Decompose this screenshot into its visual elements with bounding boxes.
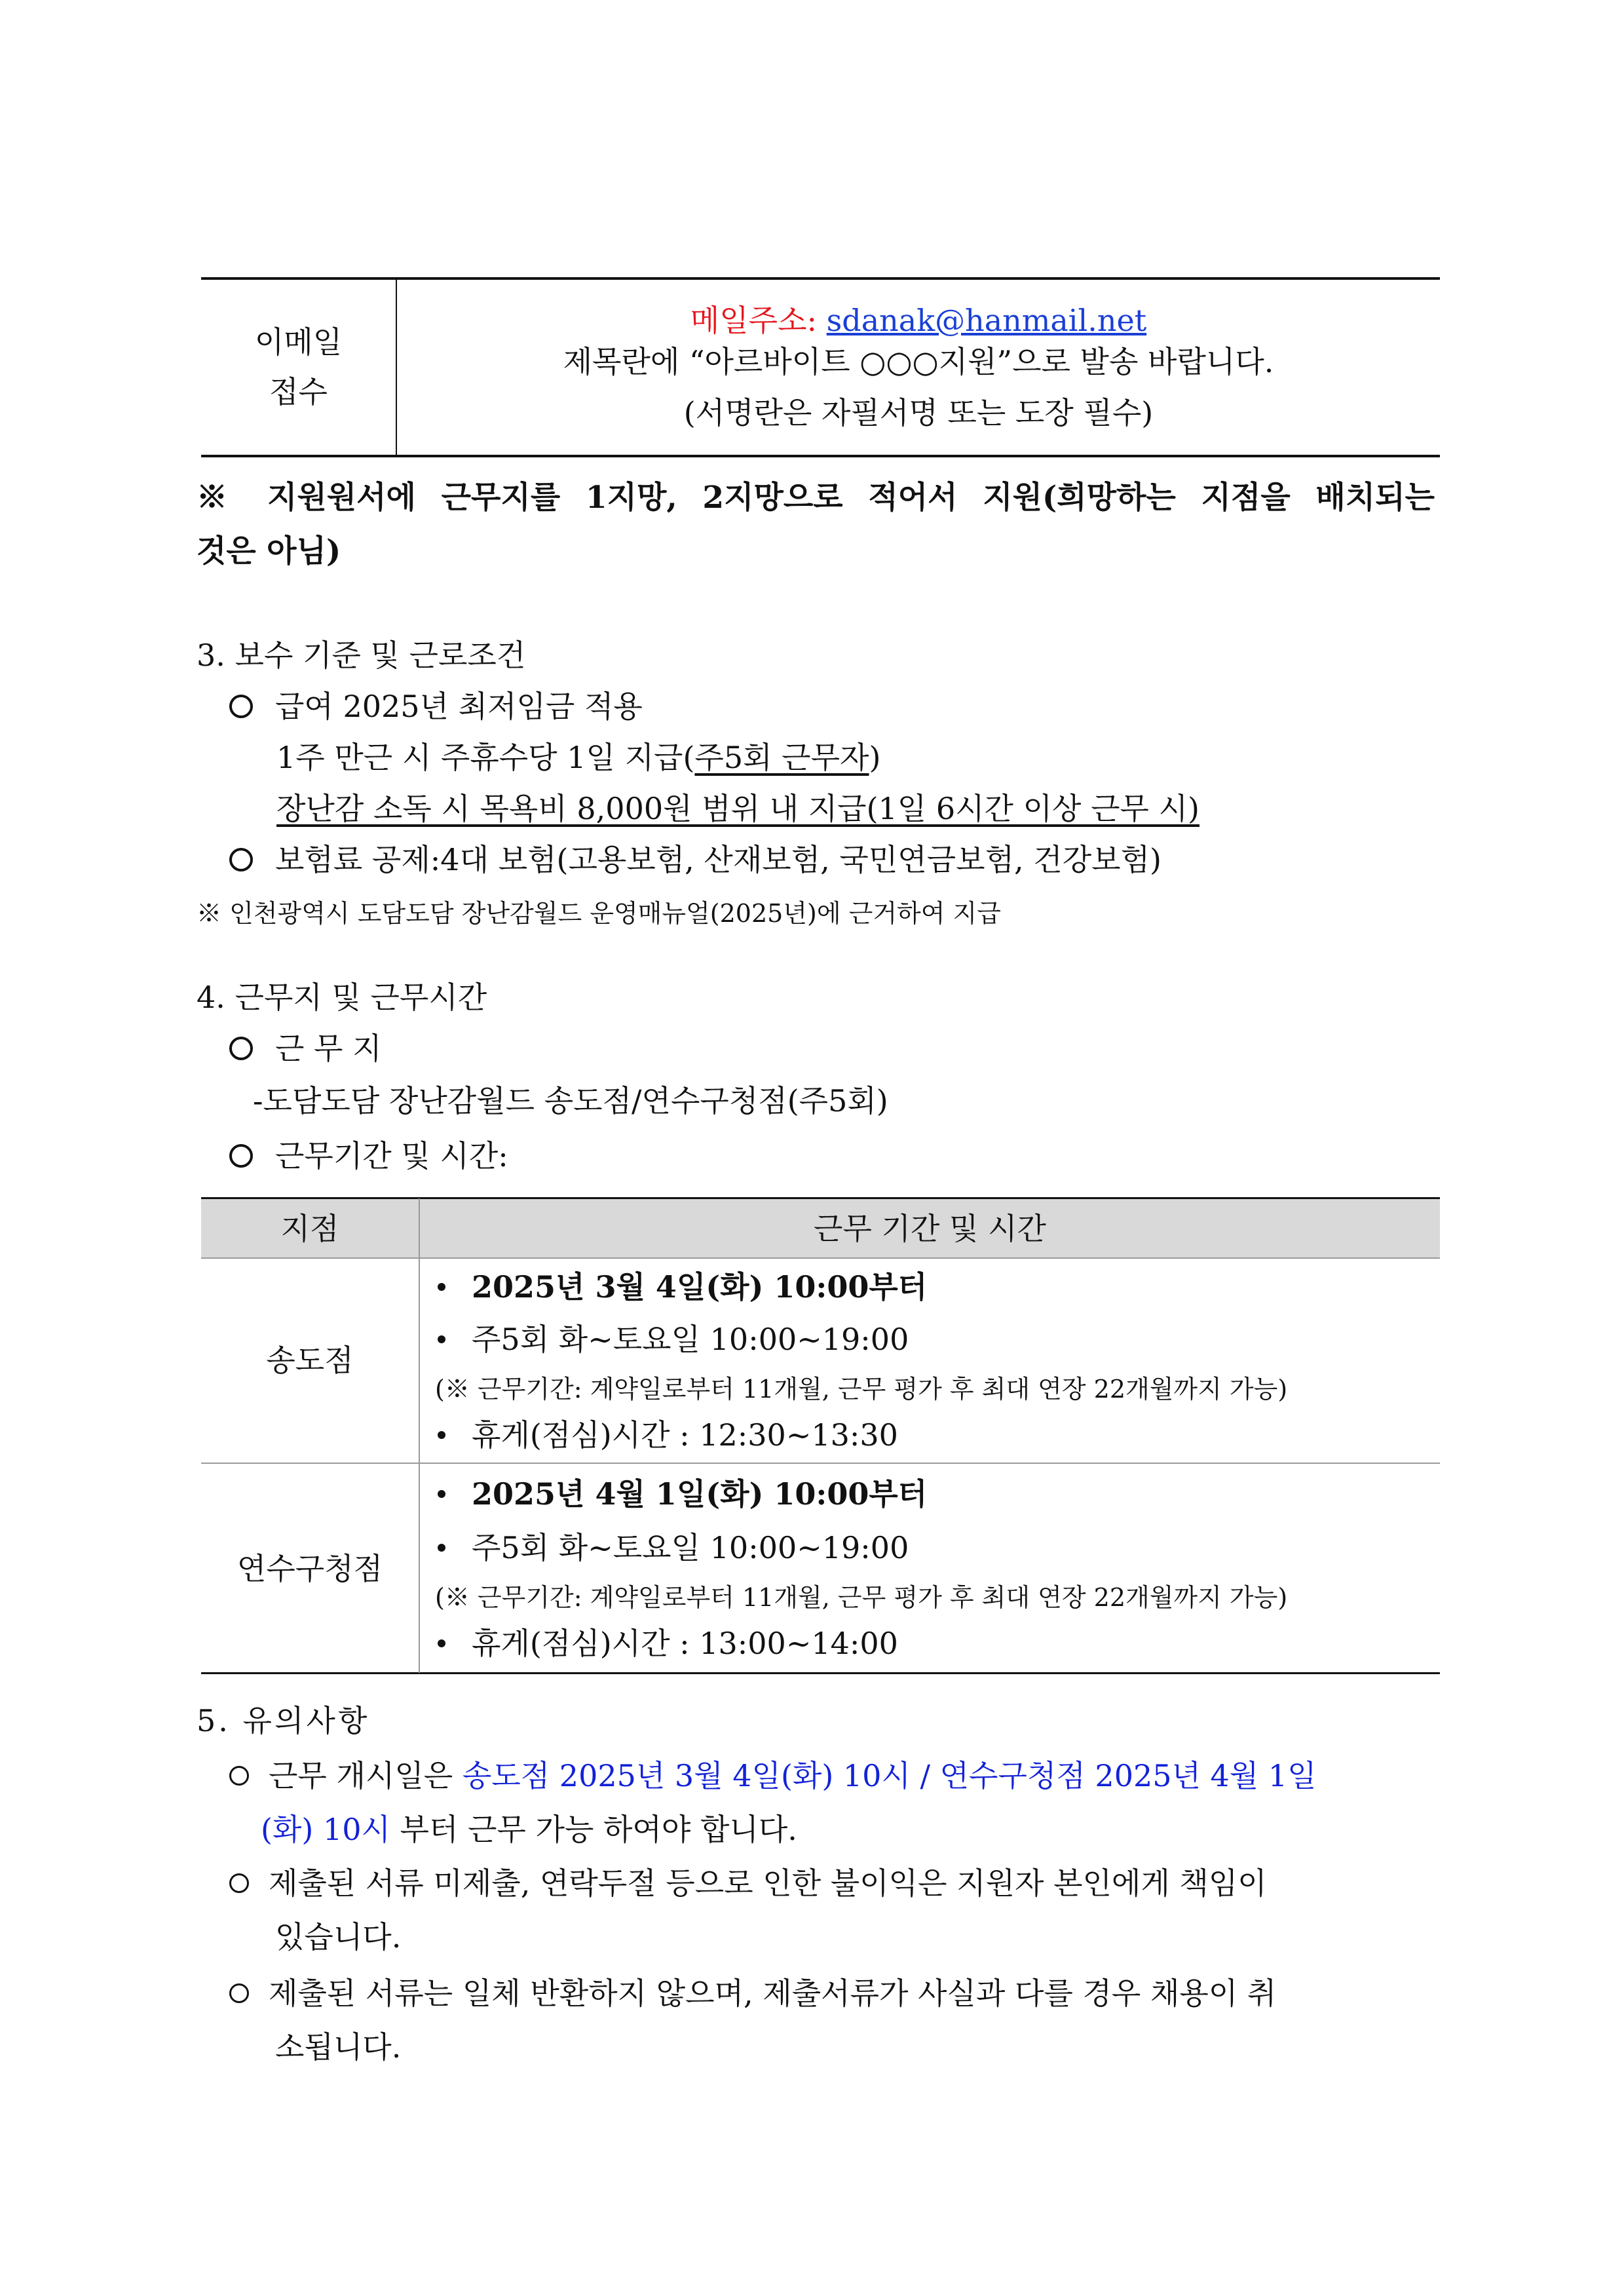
start-text: 2025년 4월 1일(화) 10:00부터 xyxy=(472,1476,928,1512)
bullet-icon xyxy=(438,1639,445,1647)
section4-title: 4. 근무지 및 근무시간 xyxy=(197,980,487,1015)
email-box-top-rule xyxy=(201,277,1440,280)
start-date-text: 근무 개시일은 xyxy=(269,1758,463,1793)
mail-address-label: 메일주소: xyxy=(690,303,827,338)
section3-item-wage xyxy=(229,687,643,726)
bullet-icon xyxy=(438,1335,445,1343)
schedule-text: 주5회 화~토요일 10:00~19:00 xyxy=(472,1530,909,1565)
email-box-label-line2: 접수 xyxy=(269,374,328,410)
table-row-schedule xyxy=(438,1528,909,1567)
weekly-allowance-close: ) xyxy=(869,740,881,775)
break-text: 휴게(점심)시간 : 13:00~14:00 xyxy=(472,1626,898,1661)
section5-item-responsibility-cont: 있습니다. xyxy=(275,1919,402,1955)
circle-bullet-icon xyxy=(229,1766,249,1786)
bullet-icon xyxy=(438,1283,445,1291)
section5-item-documents-cont: 소됩니다. xyxy=(275,2029,402,2065)
start-date-highlight-cont: (화) 10시 xyxy=(261,1812,390,1847)
table-row-rule xyxy=(201,1463,1440,1464)
section5-item-start-date-cont xyxy=(261,1810,797,1849)
circle-bullet-icon xyxy=(229,1873,249,1893)
table-row-schedule xyxy=(438,1320,909,1359)
table-header-schedule: 근무 기간 및 시간 xyxy=(814,1211,1046,1246)
table-row-branch: 연수구청점 xyxy=(236,1551,383,1586)
period-text: 근무기간 및 시간: xyxy=(275,1138,508,1174)
start-date-text-cont: 부터 근무 가능 하여야 합니다. xyxy=(390,1812,797,1847)
table-row-break xyxy=(438,1624,898,1663)
mail-address-line xyxy=(397,301,1440,340)
start-date-highlight: 송도점 2025년 3월 4일(화) 10시 / 연수구청점 2025년 4월 1일 xyxy=(462,1758,1317,1793)
section5-item-responsibility xyxy=(229,1864,1267,1903)
section3-footnote: ※ 인천광역시 도담도담 장난감월드 운영매뉴얼(2025년)에 근거하여 지급 xyxy=(197,899,1001,928)
weekly-allowance-text: 1주 만근 시 주휴수당 1일 지급( xyxy=(276,740,695,775)
section3-title: 3. 보수 기준 및 근로조건 xyxy=(197,638,526,673)
table-row-start xyxy=(438,1474,927,1514)
mail-address-link[interactable]: sdanak@hanmail.net xyxy=(826,303,1147,338)
section4-item-period xyxy=(229,1136,508,1176)
circle-bullet-icon xyxy=(229,1037,253,1060)
table-row-branch: 송도점 xyxy=(266,1343,354,1378)
circle-bullet-icon xyxy=(229,1983,249,2003)
location-text: 근 무 지 xyxy=(275,1031,382,1066)
circle-bullet-icon xyxy=(229,848,253,871)
section4-item-location xyxy=(229,1029,382,1068)
bullet-icon xyxy=(438,1431,445,1439)
table-header-rule xyxy=(201,1257,1440,1259)
table-row-start xyxy=(438,1267,927,1307)
table-row-note: (※ 근무기간: 계약일로부터 11개월, 근무 평가 후 최대 연장 22개월까지 가능) xyxy=(435,1375,1288,1404)
weekly-allowance-condition: 주5회 근무자 xyxy=(694,740,869,775)
section5-title: 5. 유의사항 xyxy=(197,1703,370,1738)
circle-bullet-icon xyxy=(229,695,253,718)
table-bottom-rule xyxy=(201,1672,1440,1674)
break-text: 휴게(점심)시간 : 12:30~13:30 xyxy=(472,1417,898,1453)
documents-text: 제출된 서류는 일체 반환하지 않으며, 제출서류가 사실과 다를 경우 채용이 취 xyxy=(269,1976,1277,2011)
section3-bath-allowance: 장난감 소독 시 목욕비 8,000원 범위 내 지급(1일 6시간 이상 근무 시) xyxy=(276,791,1199,826)
email-box-label-line1: 이메일 xyxy=(254,324,343,360)
section5-item-documents xyxy=(229,1974,1276,2013)
bullet-icon xyxy=(438,1490,445,1498)
bullet-icon xyxy=(438,1544,445,1552)
table-row-break xyxy=(438,1415,898,1455)
table-top-rule xyxy=(201,1197,1440,1199)
section3-item-insurance xyxy=(229,840,1161,879)
application-notice-line1: ※ 지원원서에 근무지를 1지망, 2지망으로 적어서 지원(희망하는 지점을 배치되는 xyxy=(197,480,1435,516)
insurance-text: 보험료 공제:4대 보험(고용보험, 산재보험, 국민연금보험, 건강보험) xyxy=(275,842,1161,877)
start-text: 2025년 3월 4일(화) 10:00부터 xyxy=(472,1269,928,1305)
section5-item-start-date xyxy=(229,1756,1440,1795)
section4-location-detail: -도담도담 장난감월드 송도점/연수구청점(주5회) xyxy=(253,1083,888,1119)
email-box-bottom-rule xyxy=(201,455,1440,457)
wage-text: 급여 2025년 최저임금 적용 xyxy=(275,689,643,724)
circle-bullet-icon xyxy=(229,1144,253,1168)
subject-instruction: 제목란에 “아르바이트 ○○○지원”으로 발송 바랍니다. xyxy=(563,344,1274,379)
application-notice-line2: 것은 아님) xyxy=(197,533,341,569)
responsibility-text: 제출된 서류 미제출, 연락두절 등으로 인한 불이익은 지원자 본인에게 책임이 xyxy=(269,1866,1267,1901)
table-column-divider xyxy=(419,1198,420,1673)
schedule-text: 주5회 화~토요일 10:00~19:00 xyxy=(472,1322,909,1357)
signature-instruction: (서명란은 자필서명 또는 도장 필수) xyxy=(683,395,1154,430)
section3-weekly-allowance xyxy=(276,738,880,777)
table-row-note: (※ 근무기간: 계약일로부터 11개월, 근무 평가 후 최대 연장 22개월까지 가능) xyxy=(435,1583,1288,1612)
table-header-branch: 지점 xyxy=(280,1211,339,1246)
